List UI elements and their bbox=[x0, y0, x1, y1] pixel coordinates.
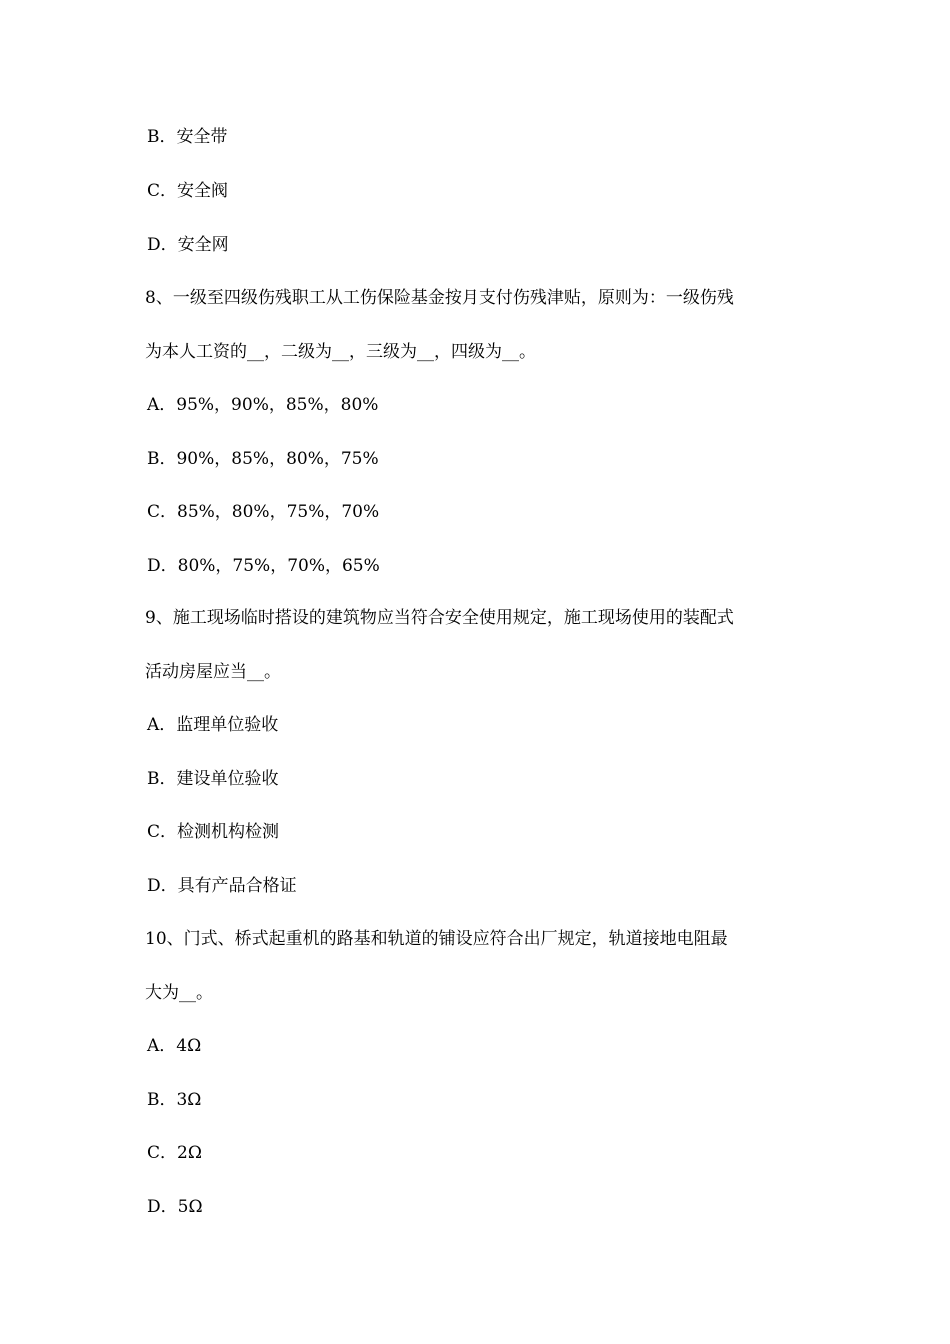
q10-option-b: B．3Ω bbox=[147, 1090, 202, 1110]
q9-stem-line-2: 活动房屋应当__。 bbox=[145, 662, 281, 682]
q10-stem-line-1: 10、门式、桥式起重机的路基和轨道的铺设应符合出厂规定，轨道接地电阻最 bbox=[145, 929, 728, 949]
q10-option-a: A．4Ω bbox=[147, 1036, 202, 1056]
q10-stem-line-2: 大为__。 bbox=[145, 983, 213, 1003]
q7-option-c: C．安全阀 bbox=[147, 181, 229, 201]
q8-option-d: D．80%，75%，70%，65% bbox=[147, 556, 380, 576]
q8-stem-line-1: 8、一级至四级伤残职工从工伤保险基金按月支付伤残津贴，原则为：一级伤残 bbox=[145, 288, 734, 308]
q10-option-c: C．2Ω bbox=[147, 1143, 202, 1163]
q8-stem-line-2: 为本人工资的__，二级为__，三级为__，四级为__。 bbox=[145, 342, 536, 362]
q7-option-d: D．安全网 bbox=[147, 235, 229, 255]
q8-option-c: C．85%，80%，75%，70% bbox=[147, 502, 380, 522]
q9-option-c: C．检测机构检测 bbox=[147, 822, 280, 842]
q8-option-a: A．95%，90%，85%，80% bbox=[147, 395, 379, 415]
q9-option-d: D．具有产品合格证 bbox=[147, 876, 297, 896]
q9-option-b: B．建设单位验收 bbox=[147, 769, 279, 789]
q10-option-d: D．5Ω bbox=[147, 1197, 203, 1217]
q7-option-b: B．安全带 bbox=[147, 127, 228, 147]
q9-option-a: A．监理单位验收 bbox=[147, 715, 279, 735]
q9-stem-line-1: 9、施工现场临时搭设的建筑物应当符合安全使用规定，施工现场使用的装配式 bbox=[145, 608, 734, 628]
q8-option-b: B．90%，85%，80%，75% bbox=[147, 449, 379, 469]
